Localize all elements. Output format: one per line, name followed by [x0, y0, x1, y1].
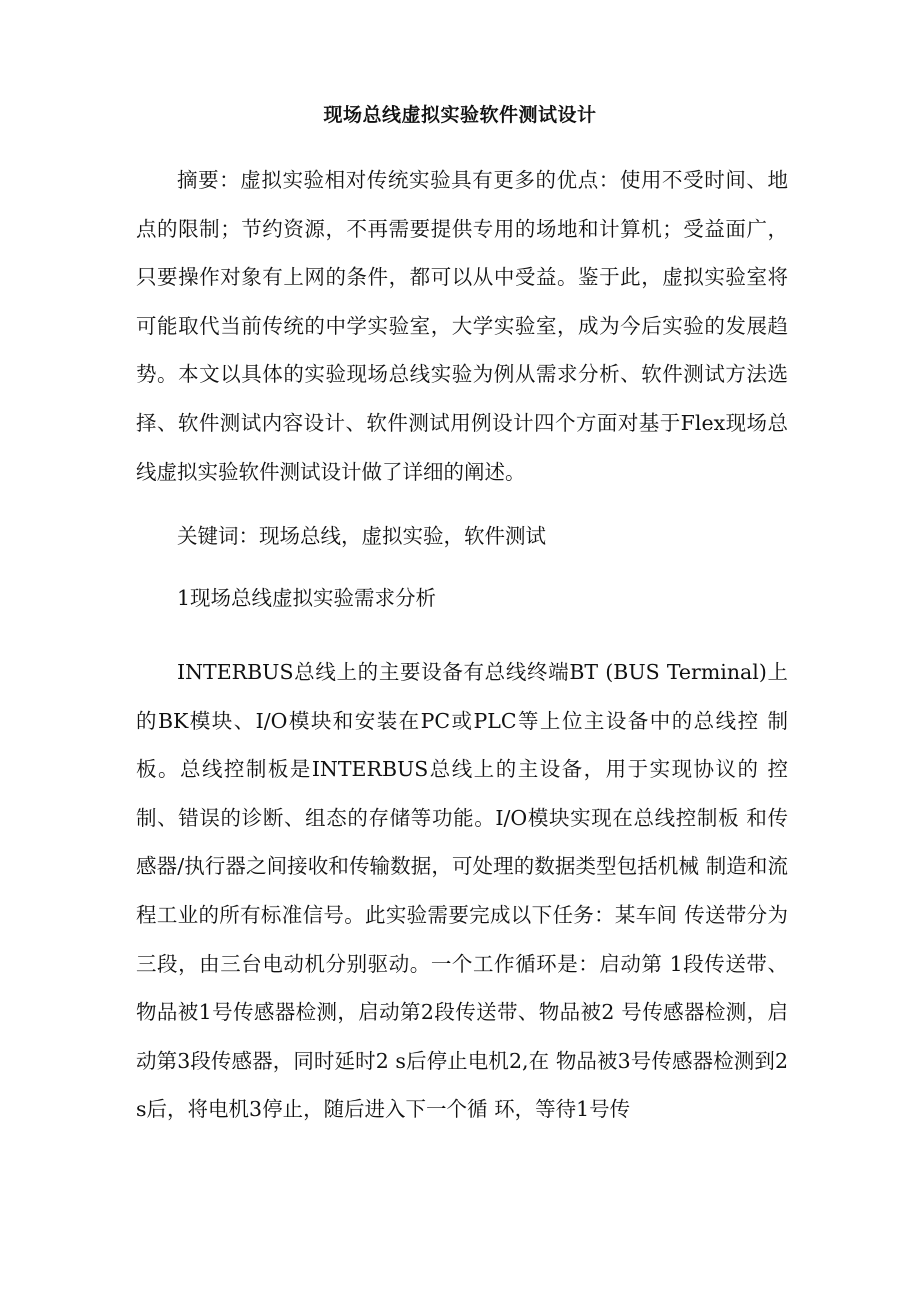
document-title: 现场总线虚拟实验软件测试设计: [323, 104, 597, 126]
keywords-line: 关键词：现场总线，虚拟实验，软件测试: [177, 524, 546, 548]
body-paragraph: INTERBUS总线上的主要设备有总线终端BT (BUS Terminal)上 的BK模块、I/O模块和安装在PC或PLC等上位主设备中的总线控 制板。总线控制板是INTERBUS总线上的主设备，用于实现协议的 控制、错误的诊断、组态的存储等功能。I/O模块实现在总线控制板 和传感器/执行器之间接收和传输数据，可处理的数据类型包括机械 制造和流程工业的所有标准信号。此实验需要完成以下任务：某车间 传送带分为三段，由三台电动机分别驱动。一个工作循环是：启动第 1段传送带、物品被1号传感器检测，启动第2段传送带、物品被2 号传感器检测，启动第3段传感器，同时延时2 s后停止电机2,在 物品被3号传感器检测到2 s后，将电机3停止，随后进入下一个循 环，等待1号传: [136, 660, 788, 1122]
section-heading: 1现场总线虚拟实验需求分析: [177, 586, 437, 610]
abstract-paragraph: 摘要：虚拟实验相对传统实验具有更多的优点：使用不受时间、地点的限制；节约资源，不再需要提供专用的场地和计算机；受益面广，只要操作对象有上网的条件，都可以从中受益。鉴于此，虚拟实验室将可能取代当前传统的中学实验室，大学实验室，成为今后实验的发展趋势。本文以具体的实验现场总线实验为例从需求分析、软件测试方法选择、软件测试内容设计、软件测试用例设计四个方面对基于Flex现场总线虚拟实验软件测试设计做了详细的阐述。: [136, 168, 788, 484]
